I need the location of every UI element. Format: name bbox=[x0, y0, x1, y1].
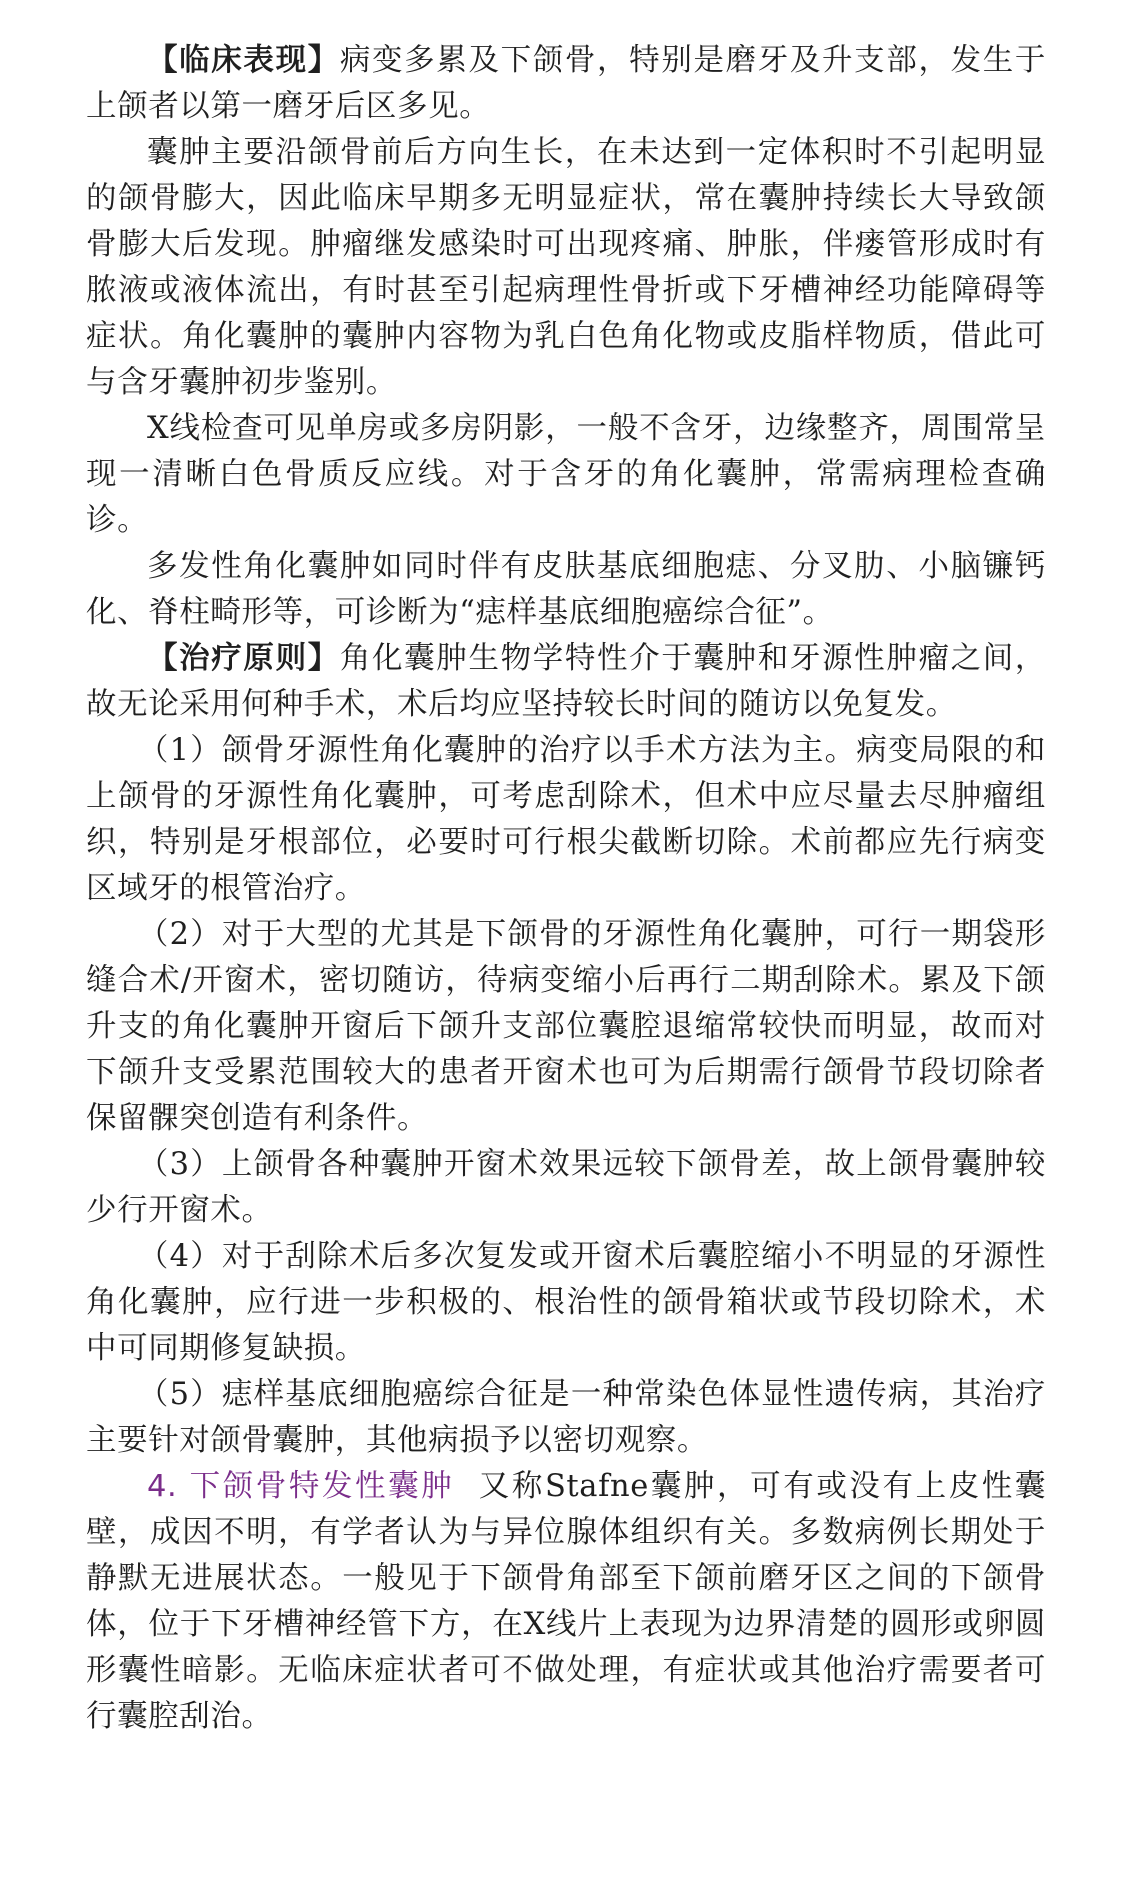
clinical-paragraph-4: 多发性角化囊肿如同时伴有皮肤基底细胞痣、分叉肋、小脑镰钙化、脊柱畸形等，可诊断为“痣样基底细胞癌综合征”。 bbox=[86, 549, 1046, 630]
treatment-item-3: （3）上颌骨各种囊肿开窗术效果远较下颌骨差，故上颌骨囊肿较少行开窗术。 bbox=[86, 1147, 1046, 1228]
section-4-text: 又称Stafne囊肿，可有或没有上皮性囊壁，成因不明，有学者认为与异位腺体组织有关。多数病例长期处于静默无进展状态。一般见于下颌骨角部至下颌前磨牙区之间的下颌骨体，位于下牙槽神经管下方，在X线片上表现为边界清楚的圆形或卵圆形囊性暗影。无临床症状者可不做处理，有症状或其他治疗需要者可行囊腔刮治。 bbox=[86, 1469, 1046, 1734]
clinical-paragraph-3: X线检查可见单房或多房阴影，一般不含牙，边缘整齐，周围常呈现一清晰白色骨质反应线。对于含牙的角化囊肿，常需病理检查确诊。 bbox=[86, 411, 1046, 538]
treatment-item-2: （2）对于大型的尤其是下颌骨的牙源性角化囊肿，可行一期袋形缝合术/开窗术，密切随访，待病变缩小后再行二期刮除术。累及下颌升支的角化囊肿开窗后下颌升支部位囊腔退缩常较快而明显，故而对下颌升支受累范围较大的患者开窗术也可为后期需行颌骨节段切除者保留髁突创造有利条件。 bbox=[86, 917, 1046, 1136]
treatment-intro-paragraph bbox=[86, 636, 1046, 728]
clinical-paragraph-2: 囊肿主要沿颌骨前后方向生长，在未达到一定体积时不引起明显的颌骨膨大，因此临床早期多无明显症状，常在囊肿持续长大导致颌骨膨大后发现。肿瘤继发感染时可出现疼痛、肿胀，伴瘘管形成时有脓液或液体流出，有时甚至引起病理性骨折或下牙槽神经功能障碍等症状。角化囊肿的囊肿内容物为乳白色角化物或皮脂样物质，借此可与含牙囊肿初步鉴别。 bbox=[86, 135, 1046, 400]
treatment-item-5: （5）痣样基底细胞癌综合征是一种常染色体显性遗传病，其治疗主要针对颌骨囊肿，其他病损予以密切观察。 bbox=[86, 1377, 1046, 1458]
section-4-title: 4. 下颌骨特发性囊肿 bbox=[147, 1469, 455, 1504]
treatment-heading: 【治疗原则】 bbox=[147, 641, 340, 676]
clinical-text-1: 病变多累及下颌骨，特别是磨牙及升支部，发生于上颌者以第一磨牙后区多见。 bbox=[86, 43, 1046, 124]
document-page bbox=[86, 38, 1046, 1740]
section-4-paragraph bbox=[86, 1464, 1046, 1740]
treatment-intro-text: 角化囊肿生物学特性介于囊肿和牙源性肿瘤之间，故无论采用何种手术，术后均应坚持较长时间的随访以免复发。 bbox=[86, 641, 1046, 722]
treatment-item-4: （4）对于刮除术后多次复发或开窗术后囊腔缩小不明显的牙源性角化囊肿，应行进一步积极的、根治性的颌骨箱状或节段切除术，术中可同期修复缺损。 bbox=[86, 1239, 1046, 1366]
clinical-heading: 【临床表现】 bbox=[147, 43, 340, 78]
treatment-item-1: （1）颌骨牙源性角化囊肿的治疗以手术方法为主。病变局限的和上颌骨的牙源性角化囊肿，可考虑刮除术，但术中应尽量去尽肿瘤组织，特别是牙根部位，必要时可行根尖截断切除。术前都应先行病变区域牙的根管治疗。 bbox=[86, 733, 1046, 906]
clinical-paragraph-1 bbox=[86, 38, 1046, 130]
